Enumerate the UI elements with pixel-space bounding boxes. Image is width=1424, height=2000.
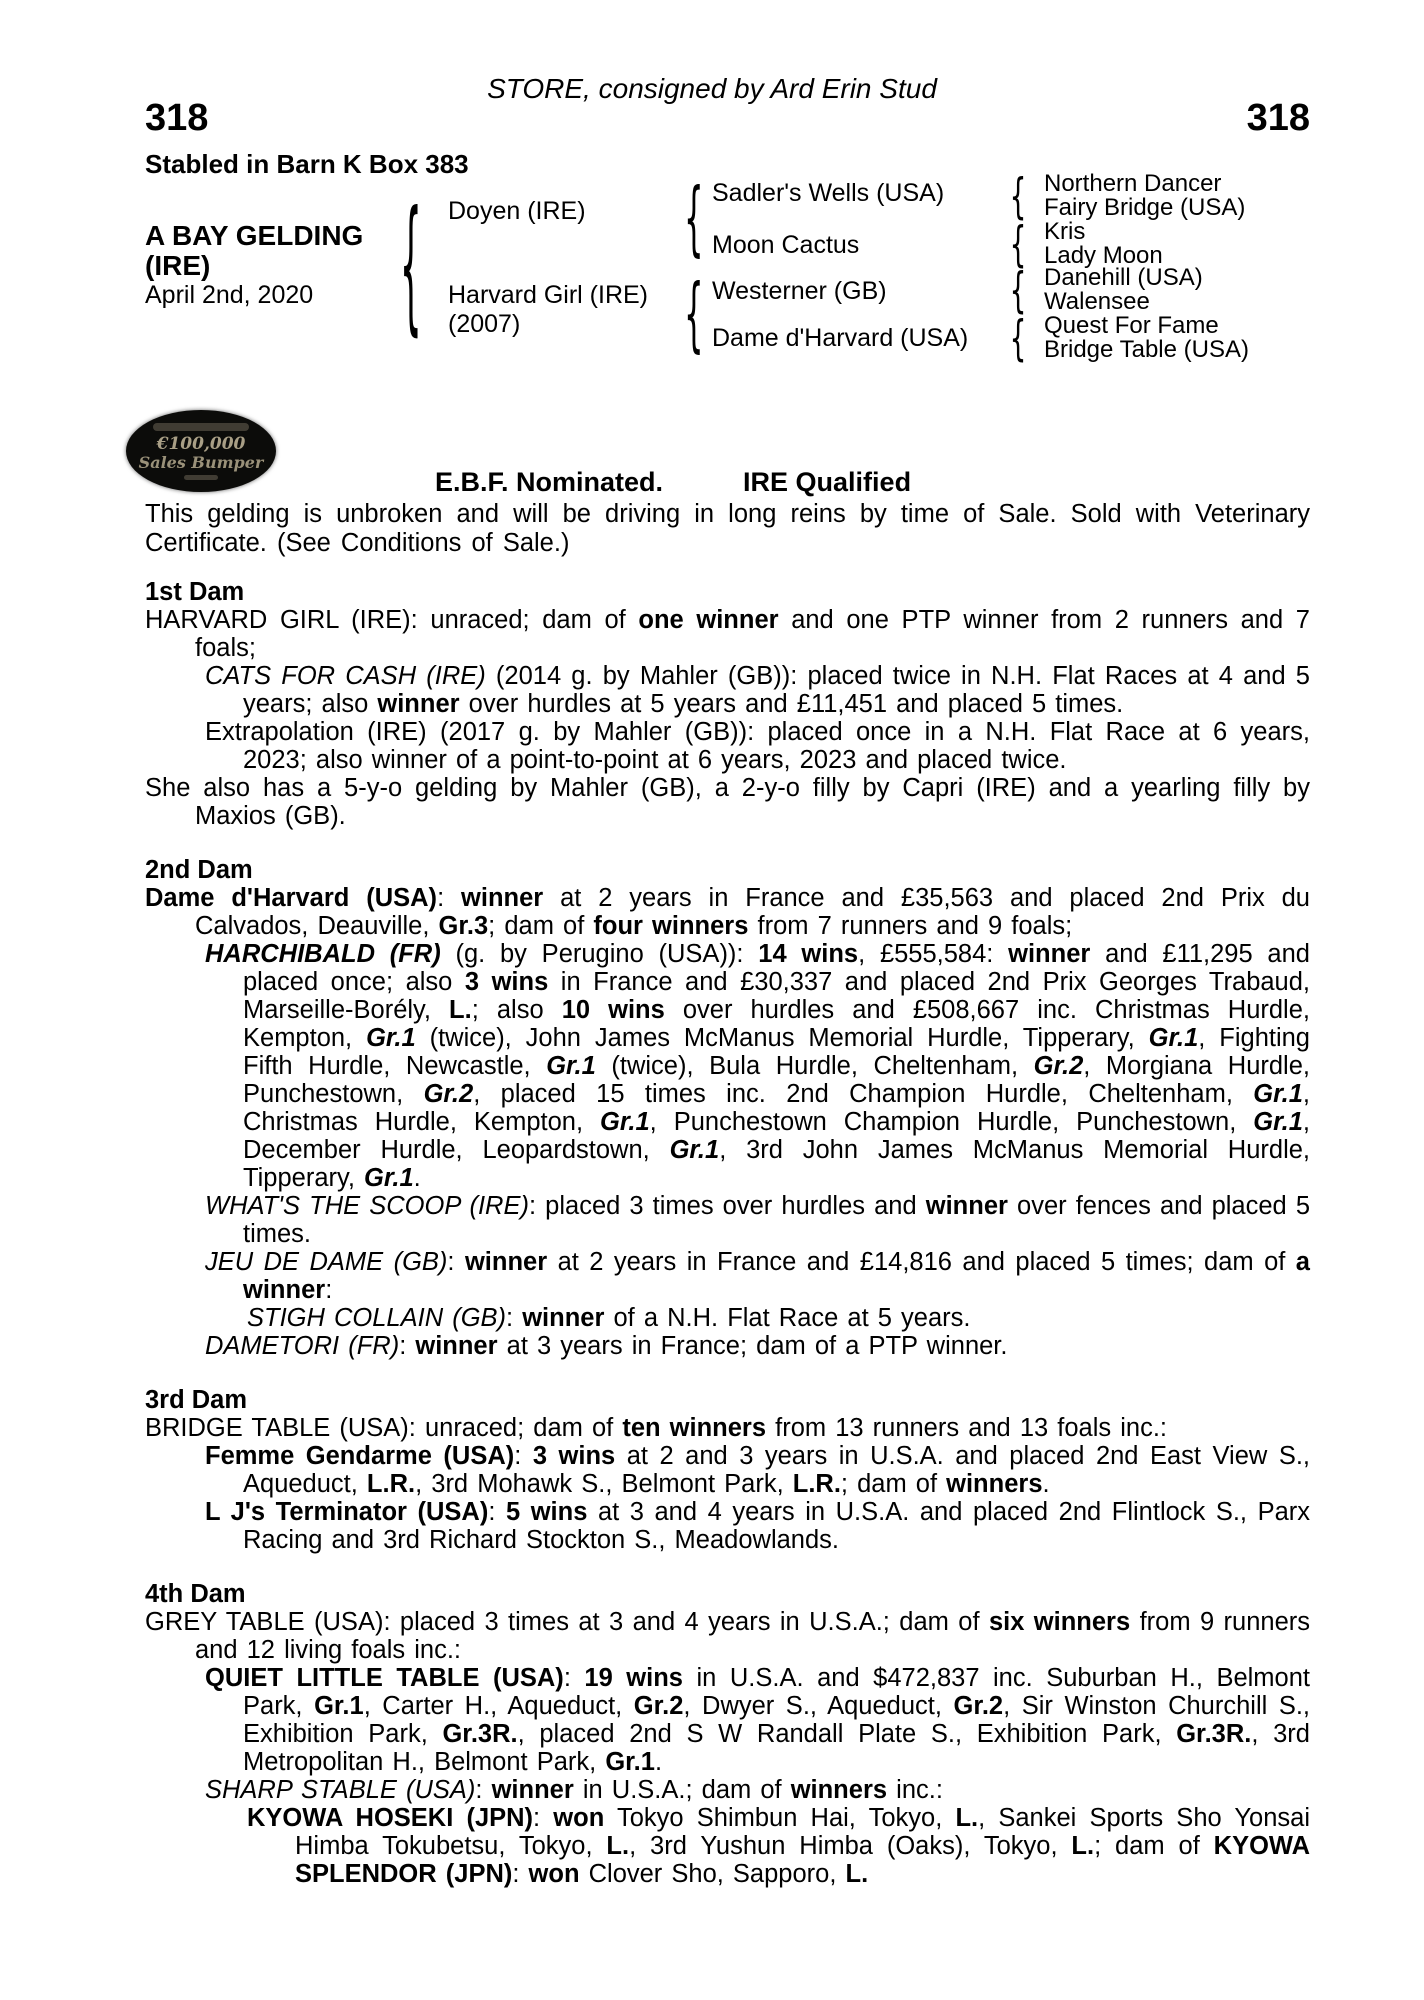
great-grandparent-name: Northern Dancer <box>1044 170 1222 197</box>
pedigree-paragraph: SHARP STABLE (USA): winner in U.S.A.; dam of winners inc.: <box>205 1776 943 1804</box>
sale-note: This gelding is unbroken and will be driving in long reins by time of Sale. Sold with Veterinary Certificate. (See Conditions of Sale.) <box>145 500 1310 557</box>
dam-section-heading: 2nd Dam <box>145 856 253 884</box>
pedigree-paragraph: Dame d'Harvard (USA): winner at 2 years in France and £35,563 and placed 2nd Prix du Calvados, Deauville, Gr.3; dam of four winners from 7 runners and 9 foals; <box>145 884 1310 940</box>
brace-glyph: { <box>1009 167 1027 225</box>
sales-bumper-logo <box>126 410 276 492</box>
pedigree-paragraph: HARCHIBALD (FR) (g. by Perugino (USA)): 14 wins, £555,584: winner and £11,295 and placed once; also 3 wins in France and £30,337 and placed 2nd Prix Georges Trabaud, Marseille-Borély, L.; also 10 wins over hurdles and £508,667 inc. Christmas Hurdle, Kempton, Gr.1 (twice), John James McManus Memorial Hurdle, Tipperary, Gr.1, Fighting Fifth Hurdle, Newcastle, Gr.1 (twice), Bula Hurdle, Cheltenham, Gr.2, Morgiana Hurdle, Punchestown, Gr.2, placed 15 times inc. 2nd Champion Hurdle, Cheltenham, Gr.1, Christmas Hurdle, Kempton, Gr.1, Punchestown Champion Hurdle, Punchestown, Gr.1, December Hurdle, Leopardstown, Gr.1, 3rd John James McManus Memorial Hurdle, Tipperary, Gr.1. <box>205 940 1311 1192</box>
granddam-name: Moon Cactus <box>712 231 860 259</box>
pedigree-paragraph: JEU DE DAME (GB): winner at 2 years in France and £14,816 and placed 5 times; dam of a winner: <box>205 1248 1310 1304</box>
ebf-nominated-label: E.B.F. Nominated. <box>435 467 664 497</box>
logo-decoration <box>184 475 218 480</box>
pedigree-paragraph: BRIDGE TABLE (USA): unraced; dam of ten winners from 13 runners and 13 foals inc.: <box>145 1414 1167 1442</box>
pedigree-paragraph: STIGH COLLAIN (GB): winner of a N.H. Flat Race at 5 years. <box>247 1304 971 1332</box>
stabled-line: Stabled in Barn K Box 383 <box>145 149 469 179</box>
dam-year: (2007) <box>448 310 521 338</box>
pedigree-paragraph: CATS FOR CASH (IRE) (2014 g. by Mahler (GB)): placed twice in N.H. Flat Races at 4 and 5 years; also winner over hurdles at 5 years and £11,451 and placed 5 times. <box>205 662 1310 718</box>
pedigree-paragraph: KYOWA HOSEKI (JPN): won Tokyo Shimbun Hai, Tokyo, L., Sankei Sports Sho Yonsai Himba Tokubetsu, Tokyo, L., 3rd Yushun Himba (Oaks), Tokyo, L.; dam of KYOWA SPLENDOR (JPN): won Clover Sho, Sapporo, L. <box>247 1804 1311 1888</box>
great-grandparent-name: Kris <box>1044 218 1086 245</box>
dam-section-heading: 1st Dam <box>145 578 245 606</box>
pedigree-table <box>145 167 1345 372</box>
dam-section-1 <box>145 578 1310 830</box>
great-grandparent-name: Danehill (USA) <box>1044 264 1203 291</box>
great-grandparent-name: Fairy Bridge (USA) <box>1044 194 1246 221</box>
sire-name: Doyen (IRE) <box>448 197 586 225</box>
lot-number-left: 318 <box>145 97 209 139</box>
logo-decoration <box>153 423 249 431</box>
gen4-brace-icon <box>1005 310 1031 366</box>
grandsire-name: Westerner (GB) <box>712 277 887 305</box>
pedigree-paragraph: GREY TABLE (USA): placed 3 times at 3 and 4 years in U.S.A.; dam of six winners from 9 runners and 12 living foals inc.: <box>145 1608 1311 1664</box>
pedigree-paragraph: Femme Gendarme (USA): 3 wins at 2 and 3 years in U.S.A. and placed 2nd East View S., Aqueduct, L.R., 3rd Mohawk S., Belmont Park, L.R.; dam of winners. <box>205 1442 1310 1498</box>
dam-section-2 <box>145 856 1310 1360</box>
brace-glyph: { <box>1009 261 1027 319</box>
grandsire-name: Sadler's Wells (USA) <box>712 179 945 207</box>
dam-section-4 <box>145 1580 1310 1888</box>
logo-label: Sales Bumper <box>138 452 264 472</box>
dam-section-heading: 4th Dam <box>145 1580 246 1608</box>
ire-qualified-label: IRE Qualified <box>743 467 912 497</box>
granddam-name: Dame d'Harvard (USA) <box>712 324 969 352</box>
dam-brace-icon <box>679 266 709 362</box>
catalogue-body <box>145 570 1310 1888</box>
logo-amount: €100,000 <box>156 433 246 454</box>
great-grandparent-name: Bridge Table (USA) <box>1044 336 1249 363</box>
horse-suffix: (IRE) <box>145 250 211 281</box>
pedigree-paragraph: Extrapolation (IRE) (2017 g. by Mahler (GB)): placed once in a N.H. Flat Race at 6 years, 2023; also winner of a point-to-point at 6 years, 2023 and placed twice. <box>205 718 1310 774</box>
pedigree-paragraph: QUIET LITTLE TABLE (USA): 19 wins in U.S.A. and $472,837 inc. Suburban H., Belmont Park, Gr.1, Carter H., Aqueduct, Gr.2, Dwyer S., Aqueduct, Gr.2, Sir Winston Churchill S., Exhibition Park, Gr.3R., placed 2nd S W Randall Plate S., Exhibition Park, Gr.3R., 3rd Metropolitan H., Belmont Park, Gr.1. <box>205 1664 1310 1776</box>
dam-section-heading: 3rd Dam <box>145 1386 248 1414</box>
brace-glyph: { <box>684 170 704 266</box>
brace-glyph: { <box>1009 215 1027 273</box>
dam-name: Harvard Girl (IRE) <box>448 281 649 309</box>
lot-number-right: 318 <box>1246 97 1310 139</box>
brace-glyph: { <box>1009 309 1027 367</box>
brace-glyph: { <box>684 266 704 362</box>
pedigree-paragraph: She also has a 5-y-o gelding by Mahler (GB), a 2-y-o filly by Capri (IRE) and a yearling filly by Maxios (GB). <box>145 774 1310 830</box>
dam-section-3 <box>145 1386 1310 1554</box>
pedigree-paragraph: WHAT'S THE SCOOP (IRE): placed 3 times over hurdles and winner over fences and placed 5 times. <box>205 1192 1311 1248</box>
sire-brace-icon <box>679 170 709 266</box>
great-grandparent-name: Lady Moon <box>1044 242 1163 269</box>
great-grandparent-name: Quest For Fame <box>1044 312 1219 339</box>
foaling-date: April 2nd, 2020 <box>145 281 314 309</box>
pedigree-paragraph: DAMETORI (FR): winner at 3 years in France; dam of a PTP winner. <box>205 1332 1008 1360</box>
consignor-line: STORE, consigned by Ard Erin Stud <box>487 73 937 104</box>
pedigree-paragraph: HARVARD GIRL (IRE): unraced; dam of one winner and one PTP winner from 2 runners and 7 foals; <box>145 606 1310 662</box>
horse-name: A BAY GELDING <box>145 220 364 251</box>
great-grandparent-name: Walensee <box>1044 288 1150 315</box>
pedigree-brace-icon <box>393 181 429 351</box>
pedigree-paragraph: L J's Terminator (USA): 5 wins at 3 and 4 years in U.S.A. and placed 2nd Flintlock S., Parx Racing and 3rd Richard Stockton S., Meadowlands. <box>205 1498 1311 1554</box>
brace-glyph: { <box>399 181 423 351</box>
nominations-line <box>435 468 911 497</box>
